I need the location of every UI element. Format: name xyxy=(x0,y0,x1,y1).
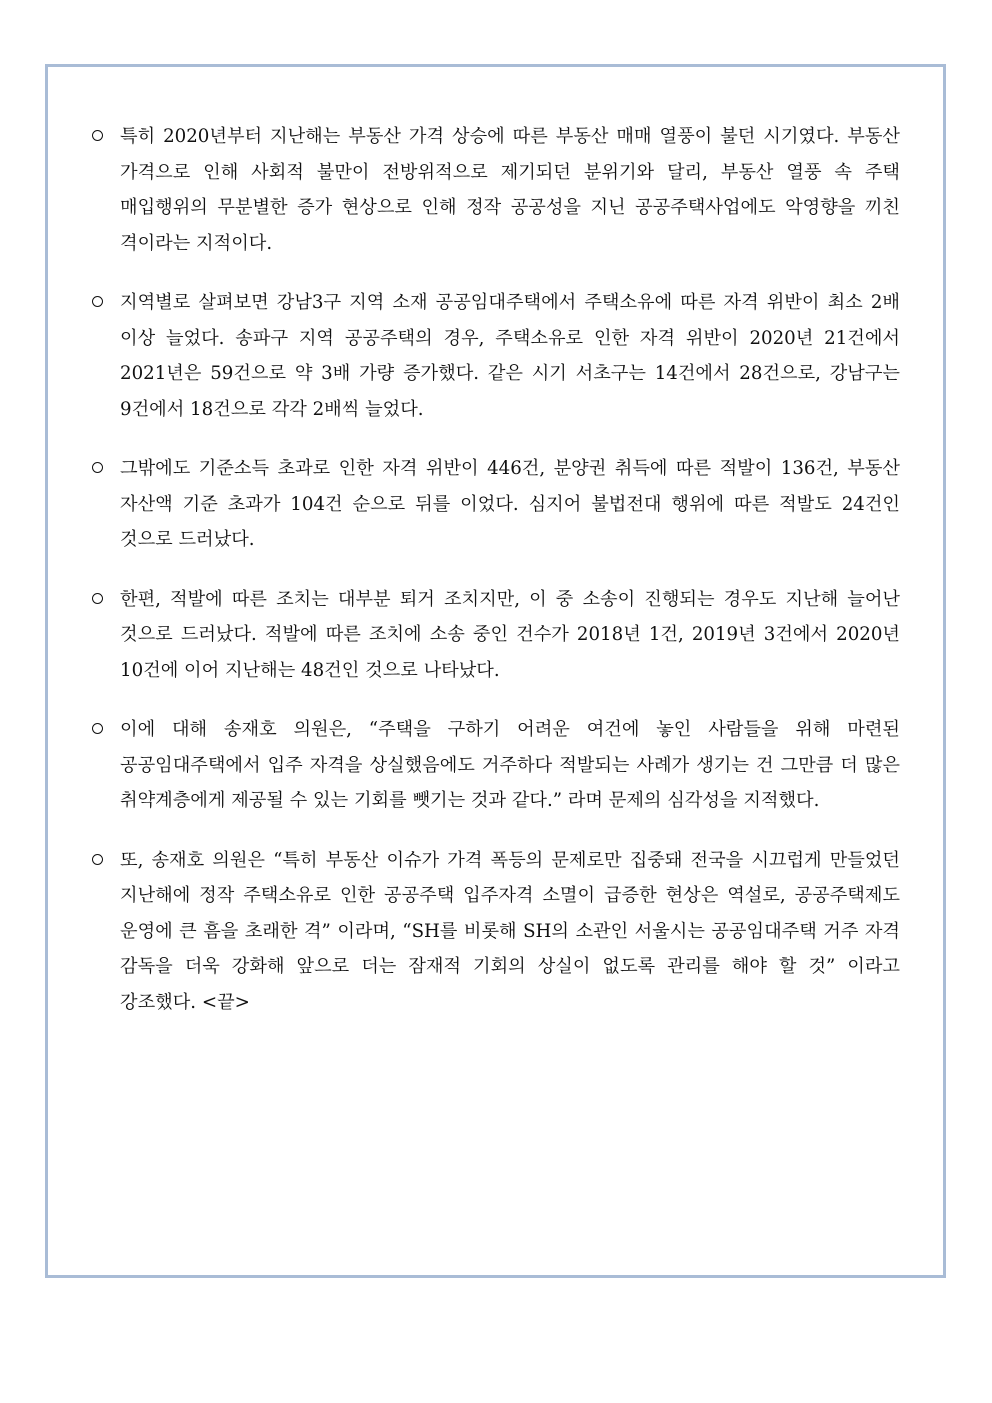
ring-bullet-icon xyxy=(92,451,120,487)
ring-bullet-icon xyxy=(92,285,120,321)
paragraph-text: 그밖에도 기준소득 초과로 인한 자격 위반이 446건, 분양권 취득에 따른 적발이 136건, 부동산 자산액 기준 초과가 104건 순으로 뒤를 이었다. 심지어 불법전대 행위에 따른 적발도 24건인 것으로 드러났다. xyxy=(120,458,900,550)
paragraph-text: 이에 대해 송재호 의원은, “주택을 구하기 어려운 여건에 놓인 사람들을 위해 마련된 공공임대주택에서 입주 자격을 상실했음에도 거주하다 적발되는 사례가 생기는 건 그만큼 더 많은 취약계층에게 제공될 수 있는 기회를 뺏기는 것과 같다.” 라며 문제의 심각성을 지적했다. xyxy=(120,719,900,811)
document-body xyxy=(92,119,900,1044)
paragraph-item xyxy=(92,451,900,558)
ring-bullet-icon xyxy=(92,843,120,879)
ring-bullet-icon xyxy=(92,712,120,748)
paragraph-item xyxy=(92,843,900,1021)
ring-bullet-icon xyxy=(92,119,120,155)
ring-bullet-icon xyxy=(92,582,120,618)
paragraph-text: 또, 송재호 의원은 “특히 부동산 이슈가 가격 폭등의 문제로만 집중돼 전국을 시끄럽게 만들었던 지난해에 정작 주택소유로 인한 공공주택 입주자격 소멸이 급증한 현상은 역설로, 공공주택제도 운영에 큰 흠을 초래한 격” 이라며, “SH를 비롯해 SH의 소관인 서울시는 공공임대주택 거주 자격 감독을 더욱 강화해 앞으로 더는 잠재적 기회의 상실이 없도록 관리를 해야 할 것” 이라고 강조했다. <끝> xyxy=(120,849,901,1013)
paragraph-text: 한편, 적발에 따른 조치는 대부분 퇴거 조치지만, 이 중 소송이 진행되는 경우도 지난해 늘어난 것으로 드러났다. 적발에 따른 조치에 소송 중인 건수가 2018년 1건, 2019년 3건에서 2020년 10건에 이어 지난해는 48건인 것으로 나타났다. xyxy=(120,588,900,681)
paragraph-text: 특히 2020년부터 지난해는 부동산 가격 상승에 따른 부동산 매매 열풍이 불던 시기였다. 부동산 가격으로 인해 사회적 불만이 전방위적으로 제기되던 분위기와 달리, 부동산 열풍 속 주택 매입행위의 무분별한 증가 현상으로 인해 정작 공공성을 지닌 공공주택사업에도 악영향을 끼친 격이라는 지적이다. xyxy=(120,126,900,254)
paragraph-item xyxy=(92,285,900,427)
paragraph-item xyxy=(92,119,900,261)
paragraph-item xyxy=(92,712,900,819)
paragraph-item xyxy=(92,582,900,689)
paragraph-text: 지역별로 살펴보면 강남3구 지역 소재 공공임대주택에서 주택소유에 따른 자격 위반이 최소 2배 이상 늘었다. 송파구 지역 공공주택의 경우, 주택소유로 인한 자격 위반이 2020년 21건에서 2021년은 59건으로 약 3배 가량 증가했다. 같은 시기 서초구는 14건에서 28건으로, 강남구는 9건에서 18건으로 각각 2배씩 늘었다. xyxy=(120,292,900,420)
